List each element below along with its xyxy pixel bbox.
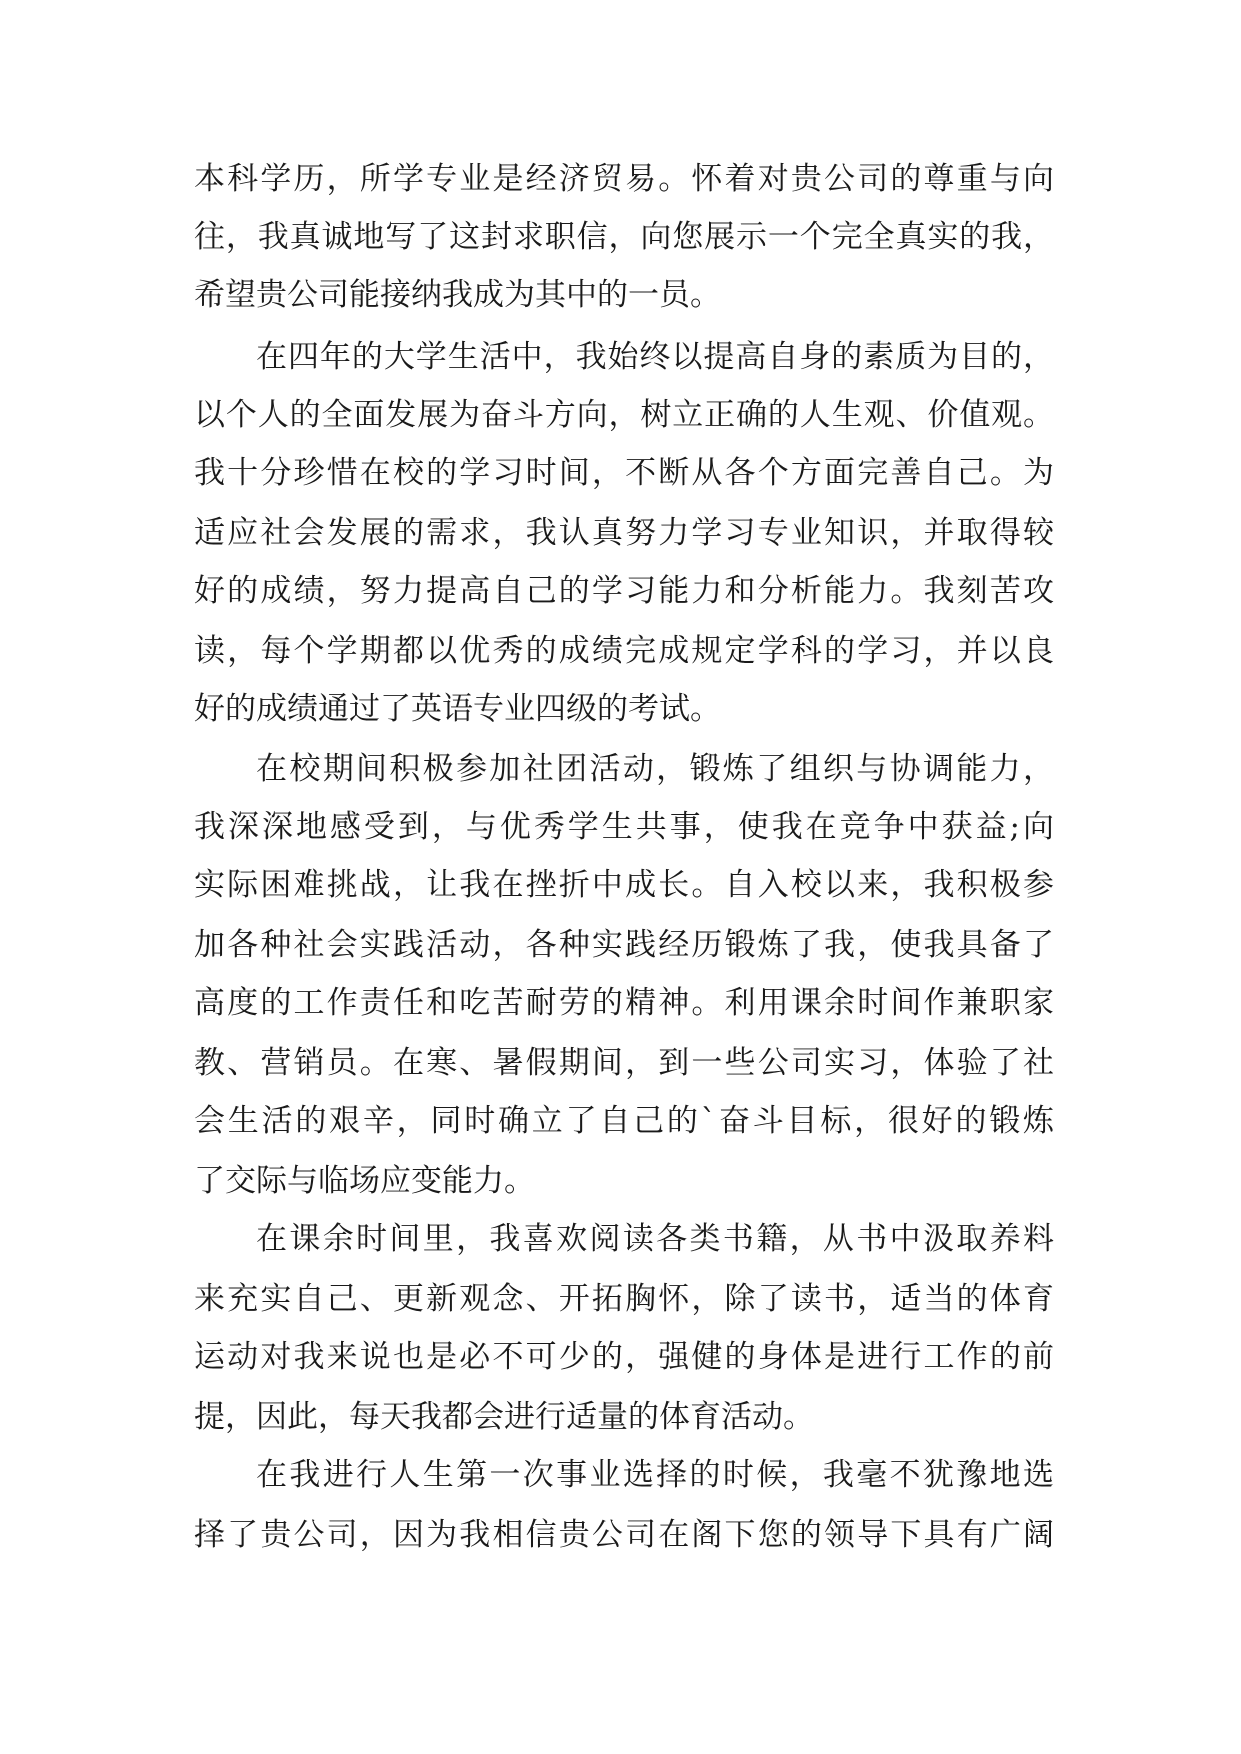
text-line: 了交际与临场应变能力。 [194,1163,535,1199]
text-line: 希望贵公司能接纳我成为其中的一员。 [194,277,721,313]
text-line: 适应社会发展的需求，我认真努力学习专业知识，并取得较 [194,515,1054,551]
text-line: 会生活的艰辛，同时确立了自己的`奋斗目标，很好的锻炼 [194,1103,1054,1139]
text-line: 加各种社会实践活动，各种实践经历锻炼了我，使我具备了 [194,927,1054,963]
text-line: 在校期间积极参加社团活动，锻炼了组织与协调能力， [256,751,1054,787]
text-line: 在四年的大学生活中，我始终以提高自身的素质为目的， [256,339,1054,375]
text-line: 以个人的全面发展为奋斗方向，树立正确的人生观、价值观。 [194,397,1054,433]
text-line: 往，我真诚地写了这封求职信，向您展示一个完全真实的我， [194,219,1054,255]
text-line: 我十分珍惜在校的学习时间，不断从各个方面完善自己。为 [194,455,1054,491]
text-line: 本科学历，所学专业是经济贸易。怀着对贵公司的尊重与向 [194,161,1054,197]
text-line: 我深深地感受到，与优秀学生共事，使我在竞争中获益;向 [194,809,1054,845]
text-line: 在课余时间里，我喜欢阅读各类书籍，从书中汲取养料 [256,1221,1054,1257]
text-line: 运动对我来说也是必不可少的，强健的身体是进行工作的前 [194,1339,1054,1375]
text-line: 在我进行人生第一次事业选择的时候，我毫不犹豫地选 [256,1457,1054,1493]
text-line: 高度的工作责任和吃苦耐劳的精神。利用课余时间作兼职家 [194,985,1054,1021]
text-line: 实际困难挑战，让我在挫折中成长。自入校以来，我积极参 [194,867,1054,903]
text-line: 好的成绩，努力提高自己的学习能力和分析能力。我刻苦攻 [194,573,1054,609]
text-line: 择了贵公司，因为我相信贵公司在阁下您的领导下具有广阔 [194,1517,1054,1553]
text-line: 来充实自己、更新观念、开拓胸怀，除了读书，适当的体育 [194,1281,1054,1317]
text-line: 好的成绩通过了英语专业四级的考试。 [194,691,721,727]
text-line: 提，因此，每天我都会进行适量的体育活动。 [194,1399,814,1435]
text-line: 教、营销员。在寒、暑假期间，到一些公司实习，体验了社 [194,1045,1054,1081]
text-line: 读，每个学期都以优秀的成绩完成规定学科的学习，并以良 [194,633,1054,669]
